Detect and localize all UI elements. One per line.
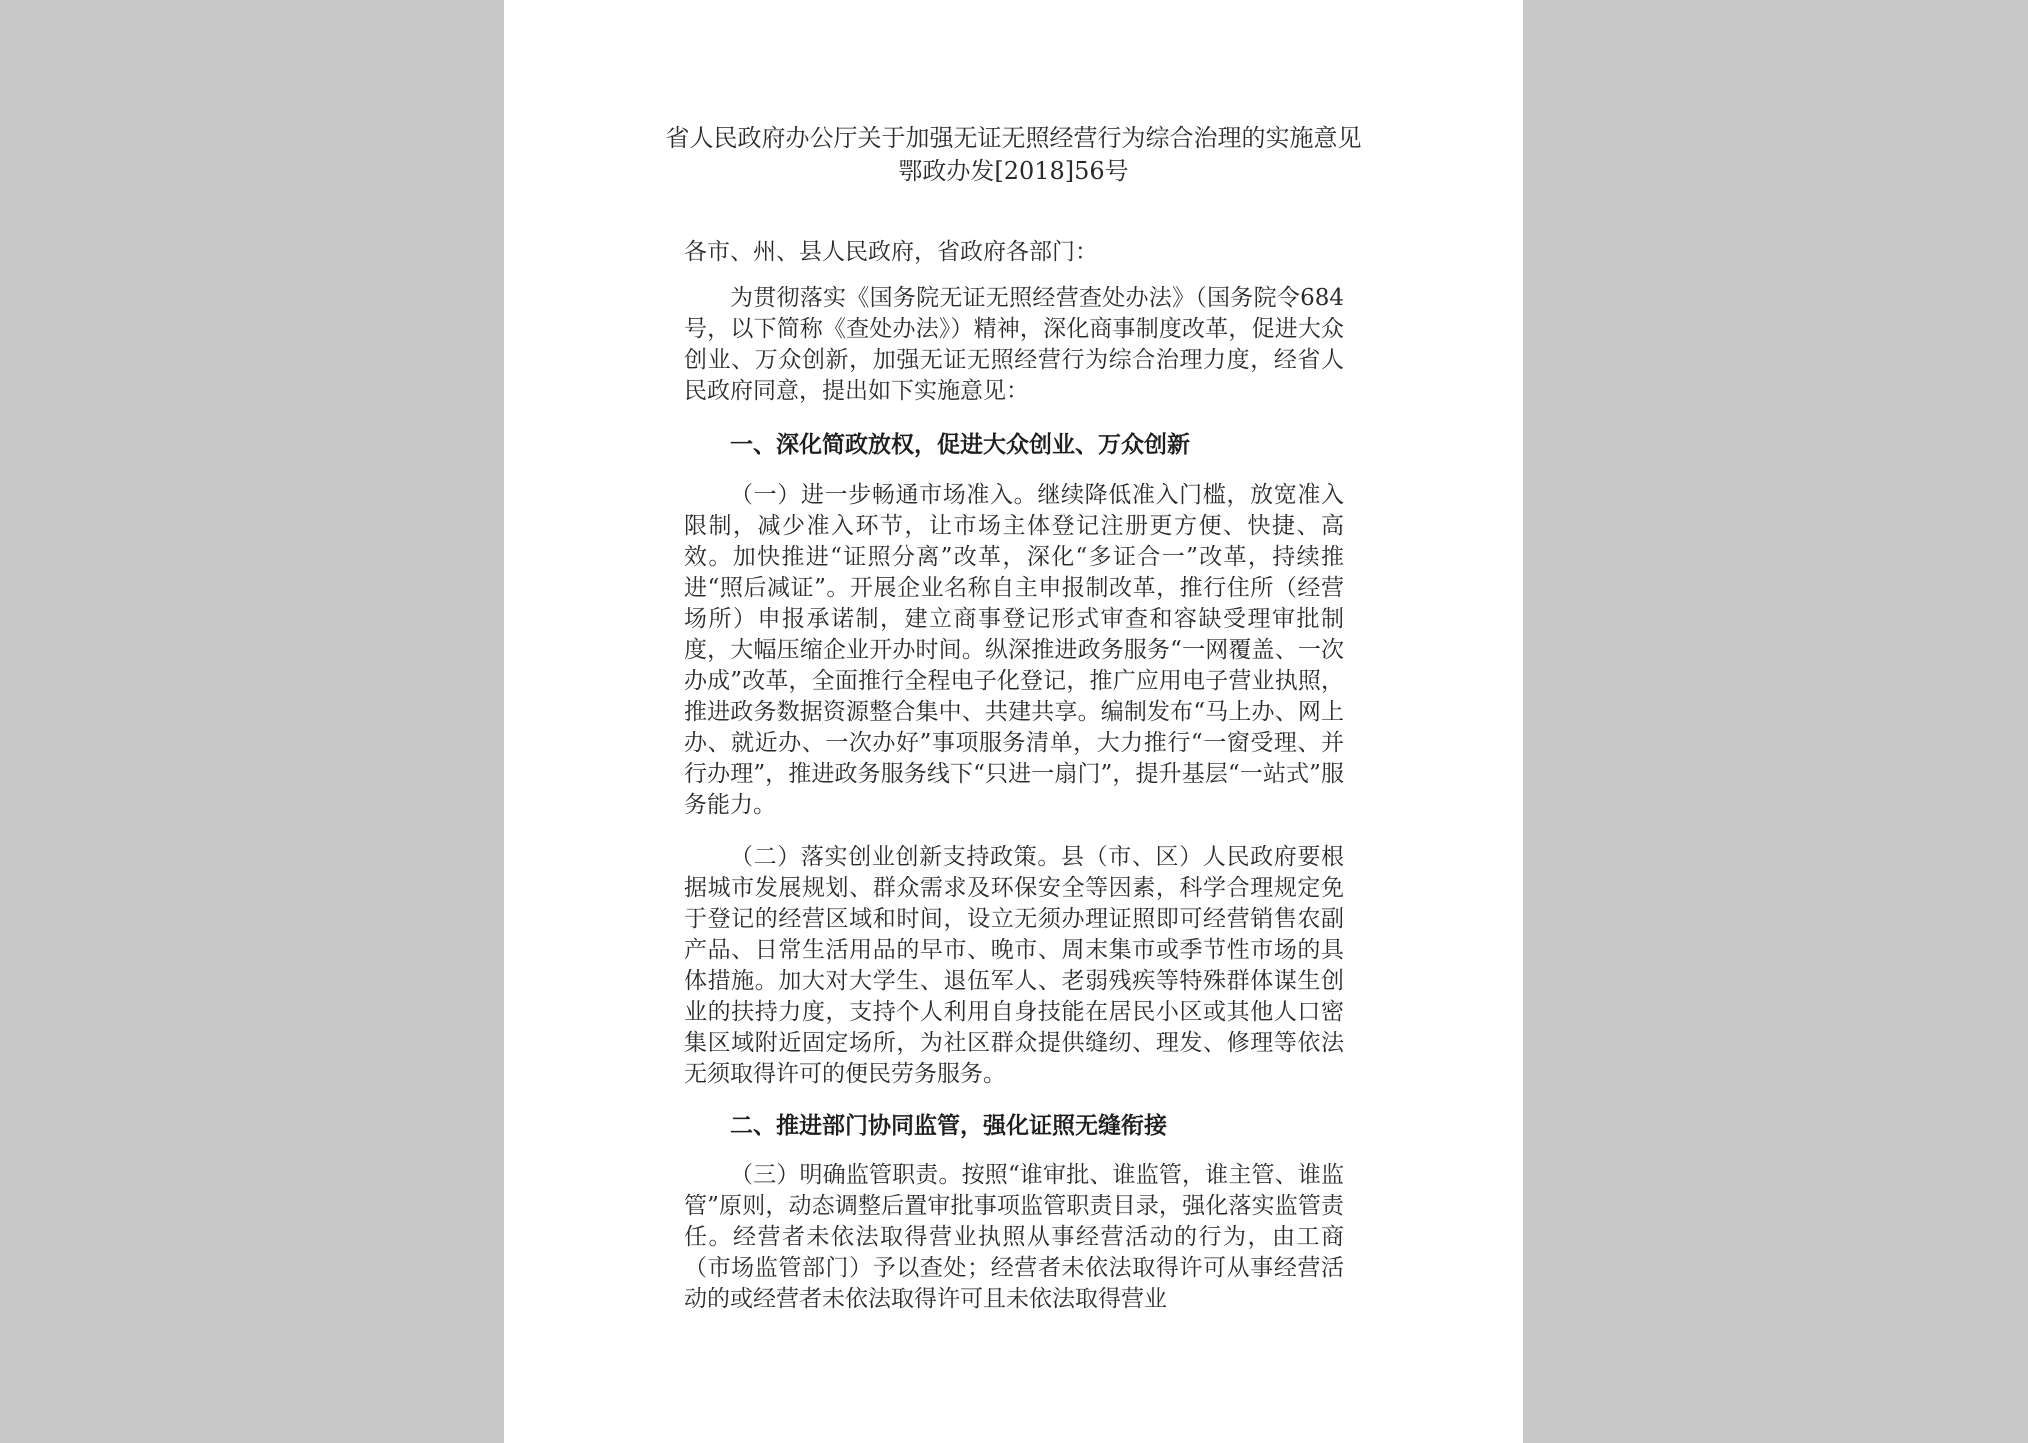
section-2-paragraph-1 xyxy=(684,1160,1344,1315)
section-1-paragraph-2 xyxy=(684,842,1344,1090)
section-1-paragraph-1 xyxy=(684,480,1344,821)
paragraph-text: （三）明确监管职责。按照“谁审批、谁监管，谁主管、谁监管”原则，动态调整后置审批事项监管职责目录，强化落实监管责任。经营者未依法取得营业执照从事经营活动的行为，由工商（市场监管部门）予以查处；经营者未依法取得许可从事经营活动的或经营者未依法取得许可且未依法取得营业 xyxy=(684,1162,1344,1312)
paragraph-text: （一）进一步畅通市场准入。继续降低准入门槛，放宽准入限制，减少准入环节，让市场主体登记注册更方便、快捷、高效。加快推进“证照分离”改革，深化“多证合一”改革，持续推进“照后减证”。开展企业名称自主申报制改革，推行住所（经营场所）申报承诺制，建立商事登记形式审查和容缺受理审批制度，大幅压缩企业开办时间。纵深推进政务服务“一网覆盖、一次办成”改革，全面推行全程电子化登记，推广应用电子营业执照，推进政务数据资源整合集中、共建共享。编制发布“马上办、网上办、就近办、一次办好”事项服务清单，大力推行“一窗受理、并行办理”，推进政务服务线下“只进一扇门”，提升基层“一站式”服务能力。 xyxy=(684,482,1344,818)
paragraph-text: （二）落实创业创新支持政策。县（市、区）人民政府要根据城市发展规划、群众需求及环保安全等因素，科学合理规定免于登记的经营区域和时间，设立无须办理证照即可经营销售农副产品、日常生活用品的早市、晚市、周末集市或季节性市场的具体措施。加大对大学生、退伍军人、老弱残疾等特殊群体谋生创业的扶持力度，支持个人利用自身技能在居民小区或其他人口密集区域附近固定场所，为社区群众提供缝纫、理发、修理等依法无须取得许可的便民劳务服务。 xyxy=(684,844,1344,1087)
document-number: 鄂政办发[2018]56号 xyxy=(898,157,1129,185)
section-heading-2: 二、推进部门协同监管，强化证照无缝衔接 xyxy=(730,1112,1167,1139)
intro-text: 为贯彻落实《国务院无证无照经营查处办法》（国务院令684号，以下简称《查处办法》）精神，深化商事制度改革，促进大众创业、万众创新，加强无证无照经营行为综合治理力度，经省人民政府同意，提出如下实施意见： xyxy=(684,285,1344,404)
document-title: 省人民政府办公厅关于加强无证无照经营行为综合治理的实施意见 xyxy=(665,124,1362,152)
salutation: 各市、州、县人民政府，省政府各部门： xyxy=(684,239,1098,265)
intro-paragraph xyxy=(684,283,1344,407)
section-heading-1: 一、深化简政放权，促进大众创业、万众创新 xyxy=(730,431,1190,458)
document-page xyxy=(504,0,1523,1443)
